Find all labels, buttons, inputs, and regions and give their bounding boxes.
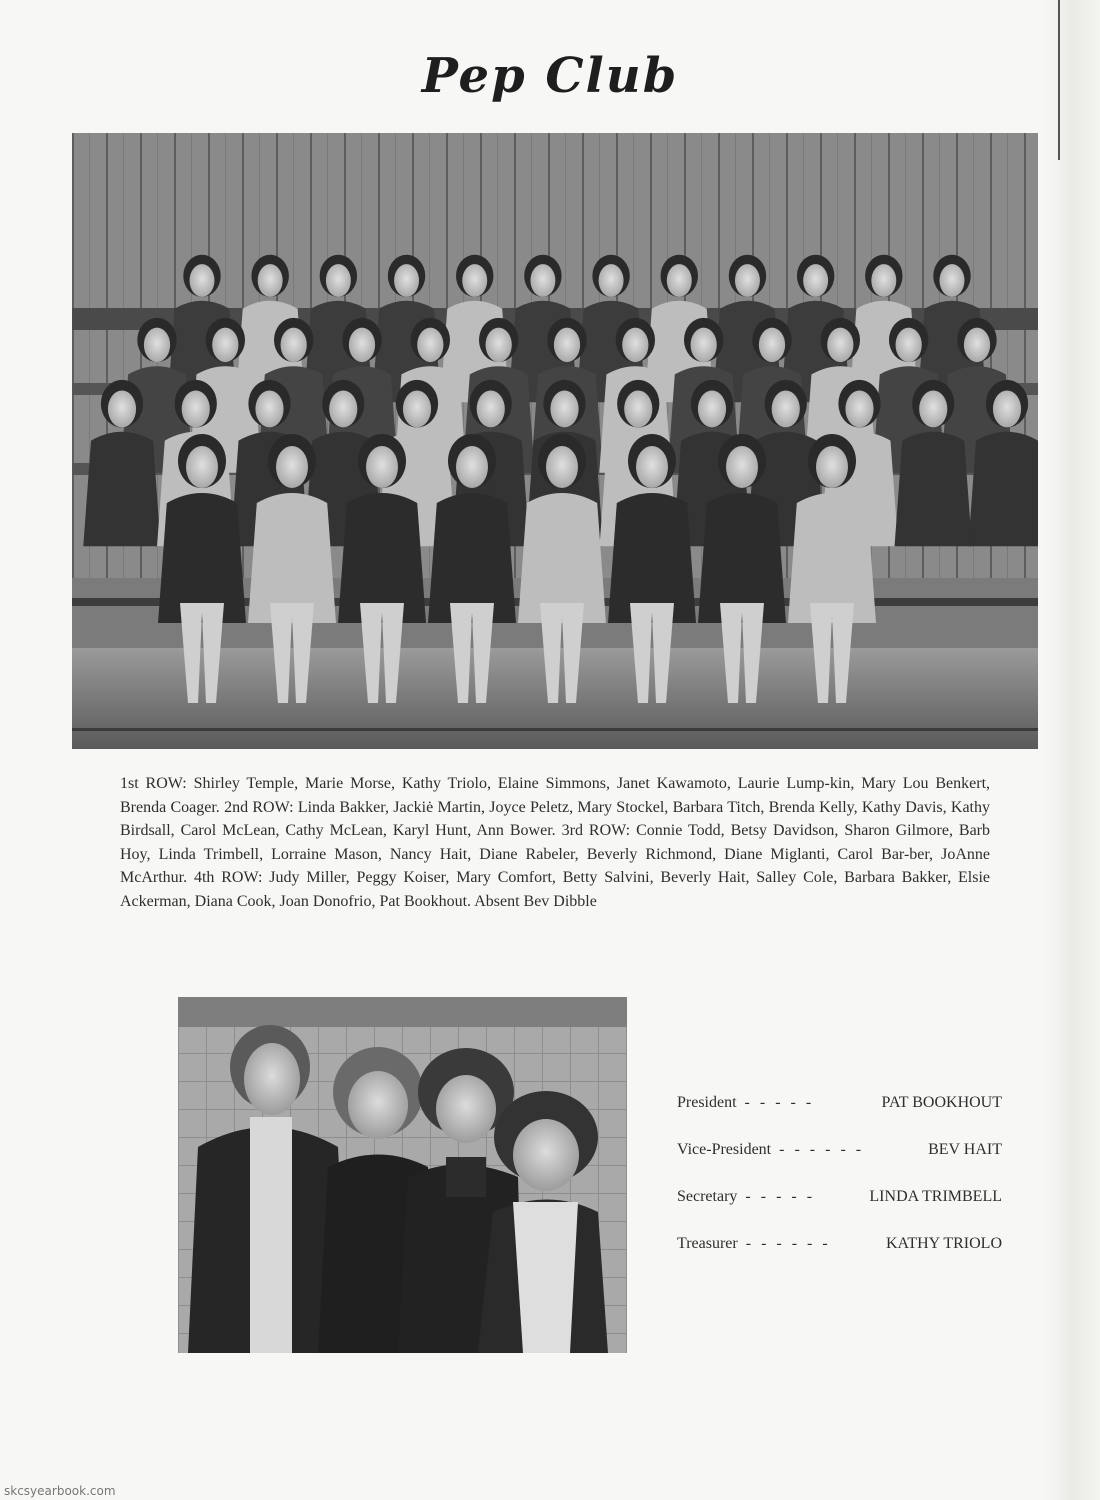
person-face (871, 264, 896, 297)
person-face (462, 264, 487, 297)
absent-label: Absent (474, 892, 520, 910)
officer-row (677, 1188, 1002, 1235)
officer-role: President (677, 1094, 737, 1111)
roster-caption (120, 772, 990, 913)
row2-label: 2nd ROW: (224, 798, 294, 816)
officer-row (677, 1235, 1002, 1282)
officer-leader-dashes: - - - - - - (779, 1141, 865, 1158)
person-face (182, 390, 210, 427)
officers-photo (178, 997, 627, 1353)
person-face (993, 390, 1021, 427)
officer-leader-dashes: - - - - - (744, 1094, 815, 1111)
person-face (698, 390, 726, 427)
person-face (329, 390, 357, 427)
person-face (255, 390, 283, 427)
person-face (667, 264, 692, 297)
person-face (403, 390, 431, 427)
person-face (599, 264, 624, 297)
row3-label: 3rd ROW: (561, 822, 631, 839)
row3-names: Connie Todd, Betsy Davidson, Sharon Gilmore, Barb Hoy, Linda Trimbell, Lorraine Mason, Nancy Hait, Diane Rabeler, Beverly Richmond, Diane Miglanti, Carol Bar-ber, JoAnne McArthur. (120, 822, 991, 886)
person-face (803, 264, 828, 297)
person-face (964, 328, 990, 362)
person-face (456, 446, 488, 488)
person-face (190, 264, 215, 297)
person-face (477, 390, 505, 427)
person-face (896, 328, 922, 362)
officer-name: BEV HAIT (928, 1141, 1002, 1158)
person-face (530, 264, 555, 297)
officer-role: Secretary (677, 1188, 738, 1205)
person-face (212, 328, 238, 362)
person-face (108, 390, 136, 427)
officer-leader-dashes: - - - - - - (745, 1235, 831, 1252)
group-photo (72, 133, 1038, 749)
person-face (772, 390, 800, 427)
row1-names: Shirley Temple, Marie Morse, Kathy Triolo, Elaine Simmons, Janet Kawamoto, Laurie Lump-kin, Mary Lou Benkert, Brenda Coager. (120, 775, 991, 816)
officers-list (677, 1094, 1002, 1282)
person-face (486, 328, 512, 362)
page-edge-shadow (1042, 0, 1100, 1500)
person-face (326, 264, 351, 297)
person-face (691, 328, 717, 362)
person-face (394, 264, 419, 297)
person-face (281, 328, 307, 362)
person-body (895, 432, 972, 546)
person-face (554, 328, 580, 362)
person-face (276, 446, 308, 488)
person-face (816, 446, 848, 488)
row4-names: Judy Miller, Peggy Koiser, Mary Comfort, Betty Salvini, Beverly Hait, Salley Cole, Barbara Bakker, Elsie Ackerman, Diana Cook, Joan Donofrio, Pat Bookhout. (120, 869, 991, 910)
row4-label: 4th ROW: (193, 869, 263, 886)
page-title: Pep Club (421, 48, 679, 104)
person-face (258, 264, 283, 297)
person-face (186, 446, 218, 488)
person-face (919, 390, 947, 427)
person-face (550, 390, 578, 427)
officer-name: LINDA TRIMBELL (869, 1188, 1002, 1205)
person-face (845, 390, 873, 427)
officer-role: Vice-President (677, 1141, 772, 1158)
absent-names: Bev Dibble (523, 892, 597, 910)
officer-row (677, 1094, 1002, 1141)
officer-name: PAT BOOKHOUT (881, 1094, 1002, 1111)
person-face (636, 446, 668, 488)
officers-photo-image (178, 997, 627, 1353)
officer-name: KATHY TRIOLO (886, 1235, 1002, 1252)
person-face (366, 446, 398, 488)
officer-row (677, 1141, 1002, 1188)
row2-names: Linda Bakker, Jackiė Martin, Joyce Peletz, Mary Stockel, Barbara Titch, Brenda Kelly, Kathy Davis, Kathy Birdsall, Carol McLean, Cathy McLean, Karyl Hunt, Ann Bower. (120, 798, 990, 839)
person-body (968, 432, 1038, 546)
site-watermark: skcsyearbook.com (4, 1484, 116, 1498)
person-face (546, 446, 578, 488)
person-body (83, 432, 160, 546)
person-face (940, 264, 965, 297)
person-face (144, 328, 170, 362)
row1-label: 1st ROW: (120, 775, 187, 792)
officer-leader-dashes: - - - - - (745, 1188, 816, 1205)
group-photo-image (72, 133, 1038, 749)
person-face (827, 328, 853, 362)
person-face (735, 264, 760, 297)
person-face (417, 328, 443, 362)
person-face (726, 446, 758, 488)
person-face (622, 328, 648, 362)
person-face (624, 390, 652, 427)
person-face (759, 328, 785, 362)
person-face (349, 328, 375, 362)
officer-role: Treasurer (677, 1235, 738, 1252)
